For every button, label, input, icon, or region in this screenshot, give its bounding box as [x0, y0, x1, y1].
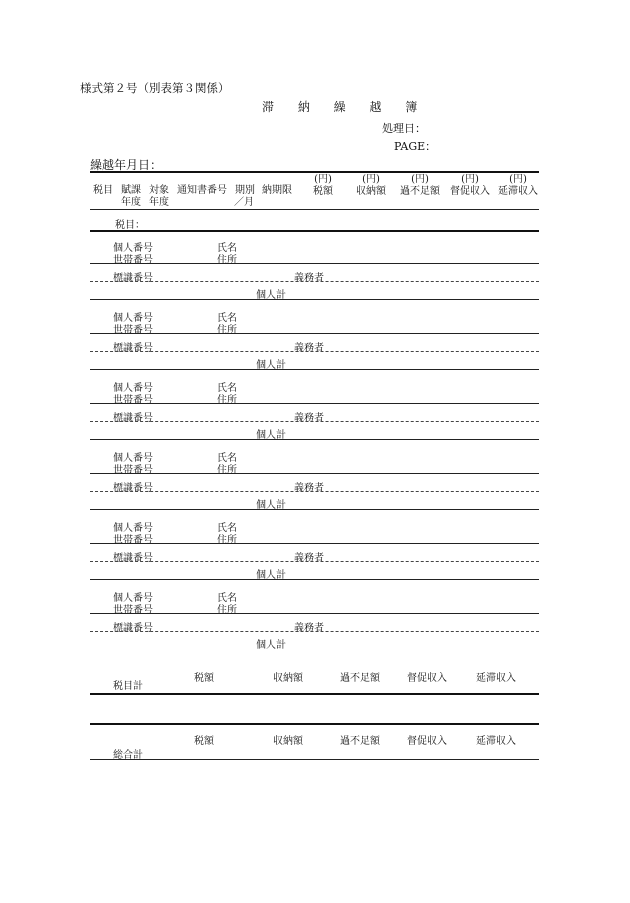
taxpayer-entry	[0, 583, 630, 653]
entry-dashed-rule	[90, 421, 539, 422]
address-label: 住所	[217, 325, 237, 336]
grand-total-collected: 収納額	[273, 736, 303, 747]
obligor-label: 義務者	[294, 553, 324, 564]
name-label: 氏名	[217, 453, 237, 464]
tax-item-row-label: 税目：	[115, 220, 145, 231]
col-target-year-1: 対象	[149, 185, 169, 196]
entry-dashed-rule	[90, 351, 539, 352]
tax-item-rule	[90, 230, 539, 232]
entry-dashed-rule	[90, 561, 539, 562]
household-number-label: 世帯番号	[113, 605, 153, 616]
col-tax-item: 税目	[93, 185, 113, 196]
tax-item-total-delay: 延滞収入	[476, 673, 516, 684]
address-label: 住所	[217, 535, 237, 546]
address-label: 住所	[217, 255, 237, 266]
grand-total-top-rule	[90, 723, 539, 725]
carry-over-date-label: 繰越年月日：	[90, 158, 163, 172]
entry-rule	[90, 403, 539, 404]
name-label: 氏名	[217, 383, 237, 394]
grand-total-label: 総合計	[113, 750, 143, 761]
taxpayer-entry	[0, 373, 630, 443]
personal-number-label: 個人番号	[113, 243, 153, 254]
col-delay-unit: (円)	[509, 174, 527, 185]
entry-bottom-rule	[90, 299, 539, 300]
personal-number-label: 個人番号	[113, 383, 153, 394]
entry-bottom-rule	[90, 509, 539, 510]
col-target-year-2: 年度	[149, 197, 169, 208]
personal-number-label: 個人番号	[113, 313, 153, 324]
col-short-excess-unit: (円)	[411, 174, 429, 185]
col-notice-number: 通知書番号	[177, 185, 227, 196]
obligor-label: 義務者	[294, 273, 324, 284]
entry-rule	[90, 613, 539, 614]
col-short-excess: 過不足額	[400, 186, 440, 197]
personal-total-label: 個人計	[256, 290, 286, 301]
col-assess-year-1: 賦課	[121, 185, 141, 196]
marker-number-label: 標識番号	[113, 483, 153, 494]
entry-bottom-rule	[90, 439, 539, 440]
entry-rule	[90, 473, 539, 474]
tax-item-total-label: 税目計	[113, 681, 143, 692]
personal-total-label: 個人計	[256, 570, 286, 581]
entry-rule	[90, 263, 539, 264]
col-due-date: 納期限	[262, 185, 292, 196]
personal-number-label: 個人番号	[113, 593, 153, 604]
col-assess-year-2: 年度	[121, 197, 141, 208]
obligor-label: 義務者	[294, 483, 324, 494]
personal-total-label: 個人計	[256, 360, 286, 371]
col-delay: 延滞収入	[498, 186, 538, 197]
name-label: 氏名	[217, 313, 237, 324]
col-collected-unit: (円)	[362, 174, 380, 185]
header-bottom-rule	[90, 209, 539, 210]
page-number-label: PAGE：	[394, 140, 437, 153]
household-number-label: 世帯番号	[113, 395, 153, 406]
address-label: 住所	[217, 465, 237, 476]
address-label: 住所	[217, 395, 237, 406]
grand-total-dunning: 督促収入	[407, 736, 447, 747]
household-number-label: 世帯番号	[113, 325, 153, 336]
marker-number-label: 標識番号	[113, 273, 153, 284]
col-tax-amount: 税額	[313, 186, 333, 197]
entry-dashed-rule	[90, 281, 539, 282]
personal-number-label: 個人番号	[113, 523, 153, 534]
entry-rule	[90, 543, 539, 544]
obligor-label: 義務者	[294, 413, 324, 424]
entry-bottom-rule	[90, 579, 539, 580]
marker-number-label: 標識番号	[113, 623, 153, 634]
household-number-label: 世帯番号	[113, 255, 153, 266]
tax-item-total-rule	[90, 693, 539, 695]
obligor-label: 義務者	[294, 623, 324, 634]
col-collected: 収納額	[356, 186, 386, 197]
grand-total-tax-amount: 税額	[194, 736, 214, 747]
personal-total-label: 個人計	[256, 430, 286, 441]
col-period-2: ／月	[234, 197, 254, 208]
personal-total-label: 個人計	[256, 500, 286, 511]
page-title: 滞 納 繰 越 簿	[262, 100, 428, 114]
taxpayer-entry	[0, 513, 630, 583]
process-date-label: 処理日：	[382, 122, 426, 135]
taxpayer-entry	[0, 233, 630, 303]
obligor-label: 義務者	[294, 343, 324, 354]
name-label: 氏名	[217, 243, 237, 254]
col-dunning: 督促収入	[450, 186, 490, 197]
entry-rule	[90, 333, 539, 334]
taxpayer-entry	[0, 303, 630, 373]
address-label: 住所	[217, 605, 237, 616]
marker-number-label: 標識番号	[113, 413, 153, 424]
personal-total-label: 個人計	[256, 640, 286, 651]
tax-item-total-collected: 収納額	[273, 673, 303, 684]
name-label: 氏名	[217, 593, 237, 604]
col-dunning-unit: (円)	[461, 174, 479, 185]
entry-bottom-rule	[90, 369, 539, 370]
personal-number-label: 個人番号	[113, 453, 153, 464]
grand-total-short-excess: 過不足額	[340, 736, 380, 747]
grand-total-bottom-rule	[90, 759, 539, 760]
tax-item-total-short-excess: 過不足額	[340, 673, 380, 684]
table-top-rule	[90, 171, 539, 173]
tax-item-total-dunning: 督促収入	[407, 673, 447, 684]
tax-item-total-tax-amount: 税額	[194, 673, 214, 684]
household-number-label: 世帯番号	[113, 465, 153, 476]
household-number-label: 世帯番号	[113, 535, 153, 546]
marker-number-label: 標識番号	[113, 553, 153, 564]
entry-dashed-rule	[90, 491, 539, 492]
marker-number-label: 標識番号	[113, 343, 153, 354]
col-period-1: 期別	[235, 185, 255, 196]
entry-dashed-rule	[90, 631, 539, 632]
taxpayer-entry	[0, 443, 630, 513]
form-identifier: 様式第２号（別表第３関係）	[80, 81, 230, 95]
col-tax-amount-unit: (円)	[314, 174, 332, 185]
grand-total-delay: 延滞収入	[476, 736, 516, 747]
name-label: 氏名	[217, 523, 237, 534]
